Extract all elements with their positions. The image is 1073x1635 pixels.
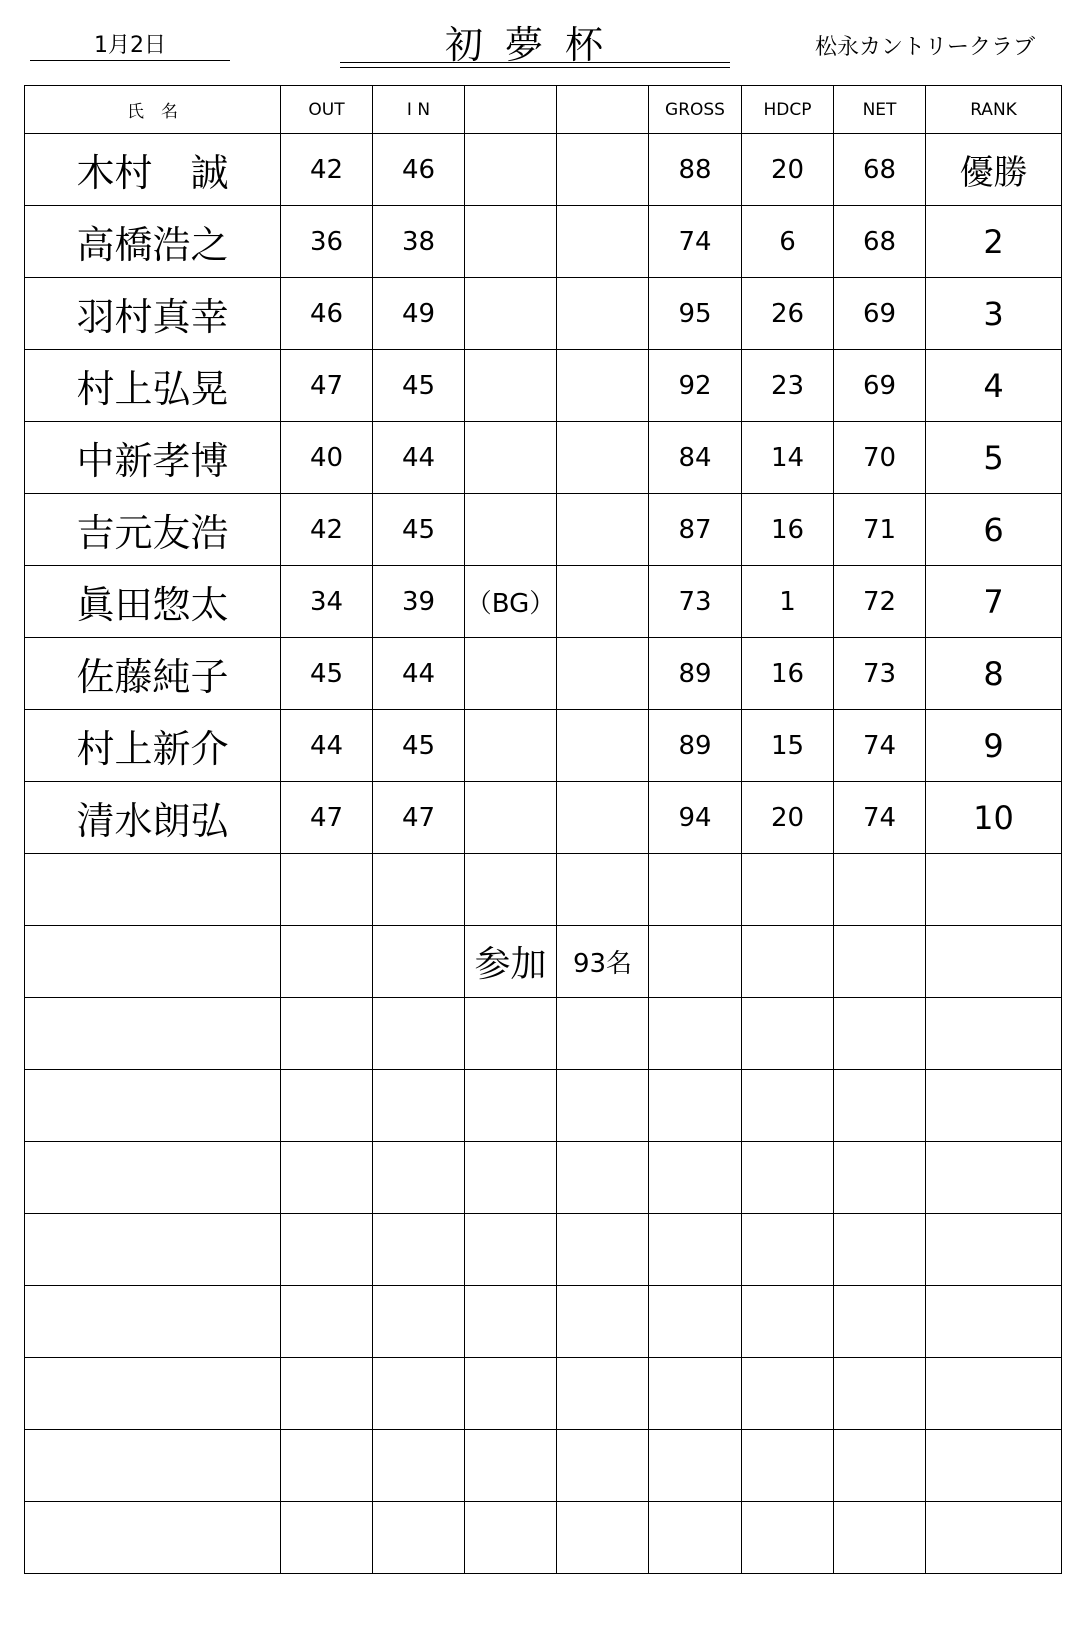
net-score: 69 [834, 278, 926, 350]
empty-cell [281, 1214, 373, 1286]
column-header-name: 氏 名 [25, 86, 281, 134]
empty-cell [834, 1214, 926, 1286]
empty-cell [926, 1358, 1062, 1430]
out-score: 44 [281, 710, 373, 782]
net-score: 68 [834, 134, 926, 206]
empty-cell [834, 1358, 926, 1430]
empty-cell [649, 1430, 742, 1502]
rank-value: 5 [926, 422, 1062, 494]
empty-cell [742, 1502, 834, 1574]
gross-score: 89 [649, 710, 742, 782]
net-score: 69 [834, 350, 926, 422]
table-row [25, 350, 1062, 422]
column-header-gross: GROSS [649, 86, 742, 134]
rank-value: 8 [926, 638, 1062, 710]
player-name: 吉元友浩 [25, 494, 281, 566]
gross-score: 74 [649, 206, 742, 278]
blank-cell [557, 638, 649, 710]
player-name: 羽村真幸 [25, 278, 281, 350]
empty-cell [25, 854, 281, 926]
in-score: 46 [373, 134, 465, 206]
in-score: 47 [373, 782, 465, 854]
empty-cell [742, 1430, 834, 1502]
empty-cell [373, 926, 465, 998]
blank-cell [557, 278, 649, 350]
empty-cell [557, 1214, 649, 1286]
empty-cell [926, 854, 1062, 926]
empty-cell [25, 1214, 281, 1286]
empty-cell [649, 1214, 742, 1286]
blank-cell [557, 134, 649, 206]
column-header-out: OUT [281, 86, 373, 134]
player-name: 村上新介 [25, 710, 281, 782]
empty-cell [557, 1502, 649, 1574]
hdcp-value: 1 [742, 566, 834, 638]
in-score: 44 [373, 638, 465, 710]
empty-row [25, 1214, 1062, 1286]
column-header-blank-1 [465, 86, 557, 134]
empty-cell [834, 998, 926, 1070]
empty-cell [557, 1142, 649, 1214]
empty-cell [25, 1070, 281, 1142]
note-cell [465, 638, 557, 710]
note-cell: （BG） [465, 566, 557, 638]
empty-cell [25, 1502, 281, 1574]
page-title: 初夢杯 [444, 23, 625, 67]
hdcp-value: 16 [742, 638, 834, 710]
player-name: 清水朗弘 [25, 782, 281, 854]
table-row [25, 710, 1062, 782]
gross-score: 87 [649, 494, 742, 566]
in-score: 44 [373, 422, 465, 494]
in-score: 49 [373, 278, 465, 350]
empty-cell [465, 1070, 557, 1142]
rank-value: 優勝 [926, 134, 1062, 206]
table-row [25, 566, 1062, 638]
table-row [25, 422, 1062, 494]
empty-cell [465, 998, 557, 1070]
empty-cell [281, 1430, 373, 1502]
empty-cell [373, 854, 465, 926]
empty-cell [373, 1070, 465, 1142]
out-score: 47 [281, 782, 373, 854]
hdcp-value: 20 [742, 782, 834, 854]
empty-row [25, 854, 1062, 926]
empty-cell [557, 1430, 649, 1502]
out-score: 42 [281, 134, 373, 206]
empty-cell [742, 854, 834, 926]
note-cell [465, 494, 557, 566]
empty-cell [373, 1358, 465, 1430]
column-header-blank-2 [557, 86, 649, 134]
gross-score: 73 [649, 566, 742, 638]
in-score: 45 [373, 494, 465, 566]
hdcp-value: 20 [742, 134, 834, 206]
empty-cell [742, 1214, 834, 1286]
empty-cell [281, 998, 373, 1070]
empty-cell [742, 1142, 834, 1214]
rank-value: 7 [926, 566, 1062, 638]
empty-cell [834, 1430, 926, 1502]
empty-cell [25, 1430, 281, 1502]
empty-cell [649, 1070, 742, 1142]
player-name: 木村 誠 [25, 134, 281, 206]
hdcp-value: 6 [742, 206, 834, 278]
note-cell [465, 422, 557, 494]
table-row [25, 134, 1062, 206]
empty-cell [25, 1142, 281, 1214]
empty-cell [834, 1502, 926, 1574]
player-name: 佐藤純子 [25, 638, 281, 710]
empty-cell [281, 1070, 373, 1142]
empty-cell [834, 854, 926, 926]
table-row [25, 638, 1062, 710]
empty-cell [926, 998, 1062, 1070]
empty-cell [557, 854, 649, 926]
player-name: 高橋浩之 [25, 206, 281, 278]
empty-cell [834, 1286, 926, 1358]
out-score: 42 [281, 494, 373, 566]
empty-cell [649, 926, 742, 998]
table-row [25, 278, 1062, 350]
empty-cell [25, 1358, 281, 1430]
gross-score: 94 [649, 782, 742, 854]
blank-cell [557, 422, 649, 494]
participants-label: 参加 [465, 926, 557, 998]
table-row [25, 206, 1062, 278]
player-name: 中新孝博 [25, 422, 281, 494]
net-score: 74 [834, 710, 926, 782]
empty-row [25, 926, 1062, 998]
empty-cell [834, 1070, 926, 1142]
blank-cell [557, 494, 649, 566]
in-score: 45 [373, 350, 465, 422]
empty-cell [742, 1286, 834, 1358]
player-name: 眞田惣太 [25, 566, 281, 638]
empty-cell [557, 1286, 649, 1358]
empty-cell [926, 1430, 1062, 1502]
hdcp-value: 23 [742, 350, 834, 422]
in-score: 45 [373, 710, 465, 782]
empty-cell [281, 926, 373, 998]
empty-cell [926, 1214, 1062, 1286]
empty-row [25, 998, 1062, 1070]
column-header-in: I N [373, 86, 465, 134]
empty-cell [373, 1286, 465, 1358]
hdcp-value: 26 [742, 278, 834, 350]
empty-cell [834, 1142, 926, 1214]
out-score: 45 [281, 638, 373, 710]
empty-cell [742, 1358, 834, 1430]
out-score: 47 [281, 350, 373, 422]
empty-cell [25, 926, 281, 998]
empty-cell [557, 998, 649, 1070]
gross-score: 84 [649, 422, 742, 494]
net-score: 70 [834, 422, 926, 494]
in-score: 39 [373, 566, 465, 638]
results-table [24, 85, 1062, 1574]
empty-cell [649, 1286, 742, 1358]
empty-row [25, 1502, 1062, 1574]
column-header-rank: RANK [926, 86, 1062, 134]
hdcp-value: 16 [742, 494, 834, 566]
empty-cell [649, 854, 742, 926]
out-score: 46 [281, 278, 373, 350]
empty-cell [281, 1286, 373, 1358]
date-label: 1月2日 [30, 28, 230, 61]
player-name: 村上弘晃 [25, 350, 281, 422]
gross-score: 88 [649, 134, 742, 206]
empty-cell [926, 1286, 1062, 1358]
table-header-row [25, 86, 1062, 134]
net-score: 72 [834, 566, 926, 638]
out-score: 36 [281, 206, 373, 278]
empty-cell [281, 854, 373, 926]
empty-cell [465, 1142, 557, 1214]
empty-cell [742, 1070, 834, 1142]
blank-cell [557, 206, 649, 278]
title-double-underline [340, 62, 730, 68]
empty-row [25, 1358, 1062, 1430]
empty-cell [281, 1502, 373, 1574]
empty-cell [373, 1502, 465, 1574]
net-score: 68 [834, 206, 926, 278]
empty-cell [926, 926, 1062, 998]
net-score: 71 [834, 494, 926, 566]
participants-count: 93名 [557, 926, 649, 998]
empty-row [25, 1070, 1062, 1142]
table-row [25, 494, 1062, 566]
blank-cell [557, 566, 649, 638]
column-header-hdcp: HDCP [742, 86, 834, 134]
note-cell [465, 782, 557, 854]
note-cell [465, 206, 557, 278]
empty-cell [742, 998, 834, 1070]
empty-cell [281, 1142, 373, 1214]
note-cell [465, 278, 557, 350]
rank-value: 4 [926, 350, 1062, 422]
empty-cell [25, 998, 281, 1070]
rank-value: 9 [926, 710, 1062, 782]
empty-cell [281, 1358, 373, 1430]
empty-row [25, 1286, 1062, 1358]
rank-value: 2 [926, 206, 1062, 278]
gross-score: 95 [649, 278, 742, 350]
empty-cell [557, 1070, 649, 1142]
net-score: 74 [834, 782, 926, 854]
empty-cell [649, 998, 742, 1070]
hdcp-value: 15 [742, 710, 834, 782]
empty-cell [742, 926, 834, 998]
out-score: 40 [281, 422, 373, 494]
rank-value: 6 [926, 494, 1062, 566]
in-score: 38 [373, 206, 465, 278]
empty-cell [373, 1142, 465, 1214]
club-name: 松永カントリークラブ [814, 35, 1035, 60]
empty-cell [465, 1286, 557, 1358]
blank-cell [557, 710, 649, 782]
empty-row [25, 1142, 1062, 1214]
hdcp-value: 14 [742, 422, 834, 494]
empty-cell [557, 1358, 649, 1430]
blank-cell [557, 782, 649, 854]
note-cell [465, 350, 557, 422]
empty-cell [465, 1502, 557, 1574]
gross-score: 92 [649, 350, 742, 422]
empty-cell [373, 1214, 465, 1286]
empty-cell [465, 1214, 557, 1286]
note-cell [465, 710, 557, 782]
empty-cell [649, 1358, 742, 1430]
empty-cell [373, 1430, 465, 1502]
empty-row [25, 1430, 1062, 1502]
gross-score: 89 [649, 638, 742, 710]
blank-cell [557, 350, 649, 422]
empty-cell [373, 998, 465, 1070]
empty-cell [465, 854, 557, 926]
rank-value: 10 [926, 782, 1062, 854]
empty-cell [926, 1502, 1062, 1574]
out-score: 34 [281, 566, 373, 638]
empty-cell [926, 1142, 1062, 1214]
empty-cell [25, 1286, 281, 1358]
empty-cell [926, 1070, 1062, 1142]
net-score: 73 [834, 638, 926, 710]
empty-cell [649, 1502, 742, 1574]
table-row [25, 782, 1062, 854]
empty-cell [834, 926, 926, 998]
empty-cell [465, 1358, 557, 1430]
empty-cell [465, 1430, 557, 1502]
rank-value: 3 [926, 278, 1062, 350]
note-cell [465, 134, 557, 206]
column-header-net: NET [834, 86, 926, 134]
empty-cell [649, 1142, 742, 1214]
